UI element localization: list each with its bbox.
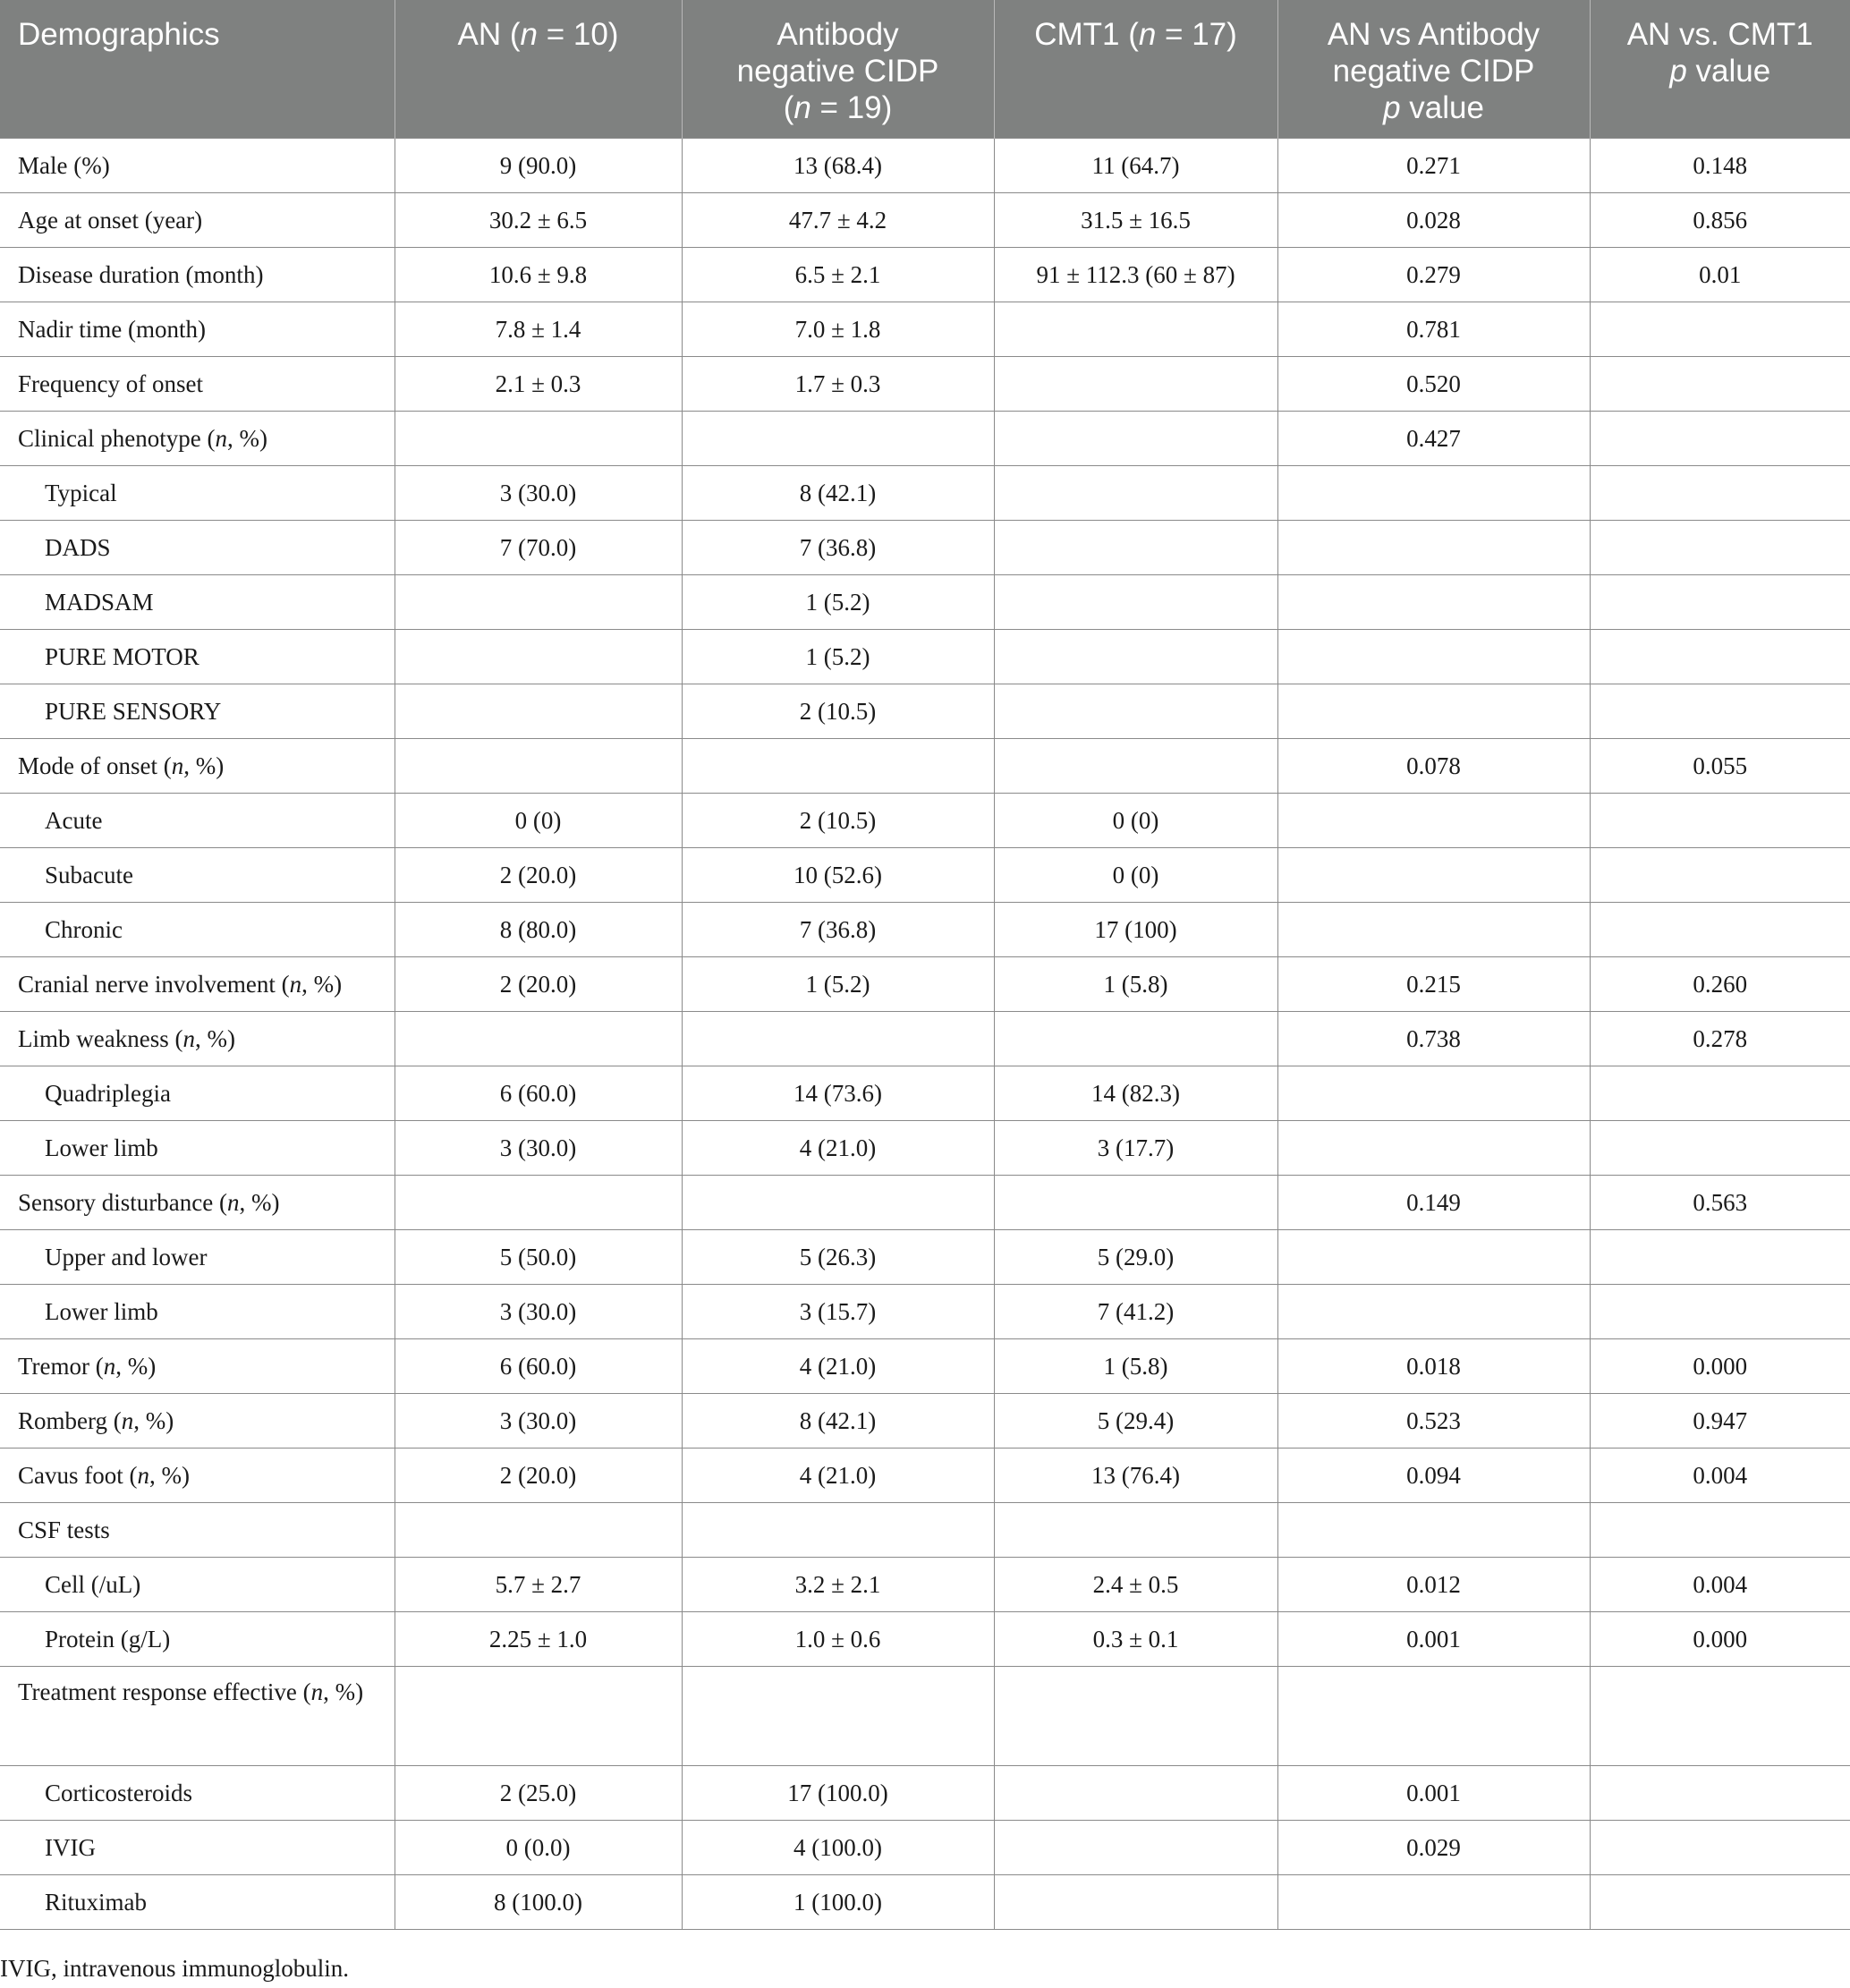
cell-cmt1: 3 (17.7) bbox=[994, 1120, 1277, 1175]
cell-p-an-vs-antibody: 0.520 bbox=[1277, 356, 1590, 411]
cell-antibody-negative-cidp: 2 (10.5) bbox=[682, 684, 994, 738]
cell-an bbox=[395, 1666, 682, 1765]
header-an: AN (n = 10) bbox=[395, 0, 682, 138]
table-row bbox=[0, 1765, 1850, 1820]
row-label: Sensory disturbance (n, %) bbox=[0, 1175, 395, 1229]
cell-p-an-vs-antibody: 0.028 bbox=[1277, 192, 1590, 247]
cell-cmt1: 0.3 ± 0.1 bbox=[994, 1611, 1277, 1666]
cell-p-an-vs-cmt1: 0.055 bbox=[1590, 738, 1850, 793]
cell-an bbox=[395, 629, 682, 684]
cell-cmt1: 5 (29.4) bbox=[994, 1393, 1277, 1448]
table-row bbox=[0, 1502, 1850, 1557]
header-antibody-negative-cidp: Antibody negative CIDP (n = 19) bbox=[682, 0, 994, 138]
row-label: Clinical phenotype (n, %) bbox=[0, 411, 395, 465]
row-label: Upper and lower bbox=[0, 1229, 395, 1284]
cell-cmt1: 14 (82.3) bbox=[994, 1066, 1277, 1120]
cell-cmt1 bbox=[994, 684, 1277, 738]
table-row bbox=[0, 684, 1850, 738]
cell-an: 5.7 ± 2.7 bbox=[395, 1557, 682, 1611]
table-row bbox=[0, 1120, 1850, 1175]
cell-antibody-negative-cidp: 1 (5.2) bbox=[682, 629, 994, 684]
cell-cmt1 bbox=[994, 356, 1277, 411]
cell-an bbox=[395, 684, 682, 738]
cell-cmt1: 1 (5.8) bbox=[994, 1338, 1277, 1393]
row-label: DADS bbox=[0, 520, 395, 574]
cell-p-an-vs-cmt1 bbox=[1590, 356, 1850, 411]
cell-p-an-vs-cmt1 bbox=[1590, 1502, 1850, 1557]
cell-p-an-vs-cmt1 bbox=[1590, 1120, 1850, 1175]
cell-cmt1 bbox=[994, 1502, 1277, 1557]
cell-an: 0 (0.0) bbox=[395, 1820, 682, 1874]
table-body bbox=[0, 138, 1850, 1929]
cell-antibody-negative-cidp bbox=[682, 411, 994, 465]
table-row bbox=[0, 1175, 1850, 1229]
table-row bbox=[0, 1338, 1850, 1393]
cell-an: 3 (30.0) bbox=[395, 1284, 682, 1338]
cell-cmt1 bbox=[994, 738, 1277, 793]
row-label: Rituximab bbox=[0, 1874, 395, 1929]
cell-p-an-vs-antibody bbox=[1277, 574, 1590, 629]
cell-an: 10.6 ± 9.8 bbox=[395, 247, 682, 302]
header-p-an-vs-antibody: AN vs Antibody negative CIDP p value bbox=[1277, 0, 1590, 138]
cell-antibody-negative-cidp: 8 (42.1) bbox=[682, 465, 994, 520]
table-row bbox=[0, 356, 1850, 411]
row-label: PURE SENSORY bbox=[0, 684, 395, 738]
cell-antibody-negative-cidp: 7 (36.8) bbox=[682, 902, 994, 956]
cell-an bbox=[395, 411, 682, 465]
cell-an: 2.1 ± 0.3 bbox=[395, 356, 682, 411]
cell-p-an-vs-cmt1 bbox=[1590, 793, 1850, 847]
row-label: Cranial nerve involvement (n, %) bbox=[0, 956, 395, 1011]
cell-p-an-vs-antibody bbox=[1277, 465, 1590, 520]
cell-p-an-vs-antibody bbox=[1277, 793, 1590, 847]
cell-p-an-vs-antibody: 0.215 bbox=[1277, 956, 1590, 1011]
row-label: MADSAM bbox=[0, 574, 395, 629]
row-label: CSF tests bbox=[0, 1502, 395, 1557]
cell-cmt1 bbox=[994, 302, 1277, 356]
cell-an: 6 (60.0) bbox=[395, 1338, 682, 1393]
cell-p-an-vs-cmt1 bbox=[1590, 302, 1850, 356]
row-label: Nadir time (month) bbox=[0, 302, 395, 356]
table-row bbox=[0, 793, 1850, 847]
cell-p-an-vs-antibody: 0.149 bbox=[1277, 1175, 1590, 1229]
cell-p-an-vs-cmt1 bbox=[1590, 1765, 1850, 1820]
cell-p-an-vs-cmt1: 0.856 bbox=[1590, 192, 1850, 247]
row-label: Disease duration (month) bbox=[0, 247, 395, 302]
cell-p-an-vs-antibody bbox=[1277, 1284, 1590, 1338]
cell-p-an-vs-cmt1 bbox=[1590, 1874, 1850, 1929]
cell-antibody-negative-cidp: 14 (73.6) bbox=[682, 1066, 994, 1120]
table-row bbox=[0, 247, 1850, 302]
cell-p-an-vs-cmt1 bbox=[1590, 411, 1850, 465]
cell-antibody-negative-cidp: 3 (15.7) bbox=[682, 1284, 994, 1338]
cell-p-an-vs-antibody: 0.029 bbox=[1277, 1820, 1590, 1874]
cell-an: 2 (20.0) bbox=[395, 847, 682, 902]
row-label: Lower limb bbox=[0, 1120, 395, 1175]
row-label: Chronic bbox=[0, 902, 395, 956]
table-row bbox=[0, 629, 1850, 684]
cell-antibody-negative-cidp: 4 (21.0) bbox=[682, 1448, 994, 1502]
table-row bbox=[0, 1874, 1850, 1929]
cell-antibody-negative-cidp bbox=[682, 1175, 994, 1229]
table-row bbox=[0, 902, 1850, 956]
cell-p-an-vs-cmt1: 0.004 bbox=[1590, 1557, 1850, 1611]
cell-p-an-vs-antibody: 0.012 bbox=[1277, 1557, 1590, 1611]
cell-antibody-negative-cidp: 1 (5.2) bbox=[682, 956, 994, 1011]
table-row bbox=[0, 1066, 1850, 1120]
cell-antibody-negative-cidp: 1.7 ± 0.3 bbox=[682, 356, 994, 411]
cell-antibody-negative-cidp: 1 (100.0) bbox=[682, 1874, 994, 1929]
cell-p-an-vs-cmt1: 0.278 bbox=[1590, 1011, 1850, 1066]
cell-an bbox=[395, 1011, 682, 1066]
cell-cmt1 bbox=[994, 465, 1277, 520]
table-row bbox=[0, 1820, 1850, 1874]
cell-cmt1 bbox=[994, 629, 1277, 684]
cell-cmt1: 91 ± 112.3 (60 ± 87) bbox=[994, 247, 1277, 302]
row-label: Frequency of onset bbox=[0, 356, 395, 411]
cell-an: 8 (100.0) bbox=[395, 1874, 682, 1929]
cell-cmt1: 0 (0) bbox=[994, 847, 1277, 902]
table-row bbox=[0, 1393, 1850, 1448]
cell-p-an-vs-cmt1: 0.947 bbox=[1590, 1393, 1850, 1448]
header-row bbox=[0, 0, 1850, 138]
cell-antibody-negative-cidp: 4 (21.0) bbox=[682, 1338, 994, 1393]
cell-p-an-vs-cmt1 bbox=[1590, 1666, 1850, 1765]
row-label: Treatment response effective (n, %) bbox=[0, 1666, 395, 1765]
cell-cmt1 bbox=[994, 1175, 1277, 1229]
table-row bbox=[0, 738, 1850, 793]
cell-p-an-vs-antibody: 0.738 bbox=[1277, 1011, 1590, 1066]
cell-an: 0 (0) bbox=[395, 793, 682, 847]
cell-cmt1: 0 (0) bbox=[994, 793, 1277, 847]
cell-p-an-vs-antibody: 0.523 bbox=[1277, 1393, 1590, 1448]
cell-an bbox=[395, 574, 682, 629]
cell-p-an-vs-antibody: 0.094 bbox=[1277, 1448, 1590, 1502]
row-label: Romberg (n, %) bbox=[0, 1393, 395, 1448]
cell-cmt1 bbox=[994, 1874, 1277, 1929]
cell-antibody-negative-cidp: 6.5 ± 2.1 bbox=[682, 247, 994, 302]
row-label: Acute bbox=[0, 793, 395, 847]
cell-p-an-vs-cmt1 bbox=[1590, 1229, 1850, 1284]
cell-cmt1 bbox=[994, 1765, 1277, 1820]
row-label: Lower limb bbox=[0, 1284, 395, 1338]
row-label: IVIG bbox=[0, 1820, 395, 1874]
cell-p-an-vs-antibody bbox=[1277, 684, 1590, 738]
cell-cmt1 bbox=[994, 1820, 1277, 1874]
row-label: Age at onset (year) bbox=[0, 192, 395, 247]
cell-an: 3 (30.0) bbox=[395, 465, 682, 520]
cell-antibody-negative-cidp: 4 (100.0) bbox=[682, 1820, 994, 1874]
header-p-an-vs-cmt1: AN vs. CMT1 p value bbox=[1590, 0, 1850, 138]
cell-an bbox=[395, 1502, 682, 1557]
cell-antibody-negative-cidp: 13 (68.4) bbox=[682, 138, 994, 192]
cell-cmt1: 2.4 ± 0.5 bbox=[994, 1557, 1277, 1611]
cell-p-an-vs-antibody: 0.018 bbox=[1277, 1338, 1590, 1393]
cell-cmt1 bbox=[994, 1011, 1277, 1066]
table-row bbox=[0, 1611, 1850, 1666]
table-row bbox=[0, 1448, 1850, 1502]
table-row bbox=[0, 1284, 1850, 1338]
table-row bbox=[0, 1229, 1850, 1284]
cell-p-an-vs-antibody bbox=[1277, 1666, 1590, 1765]
row-label: Corticosteroids bbox=[0, 1765, 395, 1820]
cell-p-an-vs-cmt1 bbox=[1590, 1284, 1850, 1338]
cell-cmt1: 1 (5.8) bbox=[994, 956, 1277, 1011]
cell-cmt1 bbox=[994, 1666, 1277, 1765]
table-row bbox=[0, 411, 1850, 465]
header-demographics: Demographics bbox=[0, 0, 395, 138]
cell-antibody-negative-cidp: 10 (52.6) bbox=[682, 847, 994, 902]
row-label: Protein (g/L) bbox=[0, 1611, 395, 1666]
cell-p-an-vs-antibody: 0.781 bbox=[1277, 302, 1590, 356]
cell-p-an-vs-antibody: 0.427 bbox=[1277, 411, 1590, 465]
cell-antibody-negative-cidp bbox=[682, 1011, 994, 1066]
cell-antibody-negative-cidp: 7.0 ± 1.8 bbox=[682, 302, 994, 356]
cell-p-an-vs-antibody bbox=[1277, 520, 1590, 574]
table-row bbox=[0, 847, 1850, 902]
row-label: Mode of onset (n, %) bbox=[0, 738, 395, 793]
row-label: Cell (/uL) bbox=[0, 1557, 395, 1611]
cell-antibody-negative-cidp: 4 (21.0) bbox=[682, 1120, 994, 1175]
cell-an: 7 (70.0) bbox=[395, 520, 682, 574]
cell-antibody-negative-cidp: 5 (26.3) bbox=[682, 1229, 994, 1284]
cell-p-an-vs-cmt1 bbox=[1590, 684, 1850, 738]
cell-p-an-vs-cmt1: 0.000 bbox=[1590, 1611, 1850, 1666]
cell-p-an-vs-antibody: 0.271 bbox=[1277, 138, 1590, 192]
table-footnote: IVIG, intravenous immunoglobulin. bbox=[0, 1955, 349, 1982]
cell-p-an-vs-cmt1: 0.260 bbox=[1590, 956, 1850, 1011]
table-row bbox=[0, 1557, 1850, 1611]
cell-p-an-vs-cmt1: 0.000 bbox=[1590, 1338, 1850, 1393]
cell-an bbox=[395, 738, 682, 793]
row-label: Cavus foot (n, %) bbox=[0, 1448, 395, 1502]
cell-an: 2 (20.0) bbox=[395, 1448, 682, 1502]
cell-p-an-vs-cmt1 bbox=[1590, 902, 1850, 956]
cell-antibody-negative-cidp: 17 (100.0) bbox=[682, 1765, 994, 1820]
cell-p-an-vs-cmt1 bbox=[1590, 574, 1850, 629]
table-row bbox=[0, 192, 1850, 247]
cell-p-an-vs-antibody bbox=[1277, 1229, 1590, 1284]
cell-antibody-negative-cidp: 3.2 ± 2.1 bbox=[682, 1557, 994, 1611]
cell-p-an-vs-cmt1: 0.004 bbox=[1590, 1448, 1850, 1502]
cell-an: 2 (20.0) bbox=[395, 956, 682, 1011]
cell-cmt1: 17 (100) bbox=[994, 902, 1277, 956]
table-row bbox=[0, 520, 1850, 574]
cell-p-an-vs-cmt1 bbox=[1590, 847, 1850, 902]
cell-p-an-vs-antibody bbox=[1277, 629, 1590, 684]
cell-p-an-vs-antibody bbox=[1277, 1120, 1590, 1175]
row-label: Quadriplegia bbox=[0, 1066, 395, 1120]
cell-an: 6 (60.0) bbox=[395, 1066, 682, 1120]
cell-antibody-negative-cidp bbox=[682, 738, 994, 793]
table-row bbox=[0, 302, 1850, 356]
cell-cmt1: 31.5 ± 16.5 bbox=[994, 192, 1277, 247]
cell-cmt1: 11 (64.7) bbox=[994, 138, 1277, 192]
cell-an: 8 (80.0) bbox=[395, 902, 682, 956]
cell-p-an-vs-cmt1 bbox=[1590, 1066, 1850, 1120]
cell-antibody-negative-cidp bbox=[682, 1666, 994, 1765]
cell-p-an-vs-antibody: 0.001 bbox=[1277, 1765, 1590, 1820]
table-header bbox=[0, 0, 1850, 138]
cell-p-an-vs-antibody bbox=[1277, 847, 1590, 902]
cell-antibody-negative-cidp: 47.7 ± 4.2 bbox=[682, 192, 994, 247]
cell-cmt1: 7 (41.2) bbox=[994, 1284, 1277, 1338]
cell-an: 2 (25.0) bbox=[395, 1765, 682, 1820]
cell-p-an-vs-antibody bbox=[1277, 902, 1590, 956]
cell-p-an-vs-cmt1 bbox=[1590, 1820, 1850, 1874]
row-label: Limb weakness (n, %) bbox=[0, 1011, 395, 1066]
cell-p-an-vs-antibody: 0.001 bbox=[1277, 1611, 1590, 1666]
cell-cmt1: 13 (76.4) bbox=[994, 1448, 1277, 1502]
cell-cmt1 bbox=[994, 520, 1277, 574]
cell-p-an-vs-cmt1: 0.148 bbox=[1590, 138, 1850, 192]
cell-p-an-vs-antibody: 0.078 bbox=[1277, 738, 1590, 793]
cell-an: 9 (90.0) bbox=[395, 138, 682, 192]
cell-an: 3 (30.0) bbox=[395, 1120, 682, 1175]
table-row bbox=[0, 956, 1850, 1011]
cell-antibody-negative-cidp: 7 (36.8) bbox=[682, 520, 994, 574]
cell-an: 5 (50.0) bbox=[395, 1229, 682, 1284]
row-label: PURE MOTOR bbox=[0, 629, 395, 684]
cell-antibody-negative-cidp: 2 (10.5) bbox=[682, 793, 994, 847]
cell-p-an-vs-cmt1 bbox=[1590, 465, 1850, 520]
cell-antibody-negative-cidp bbox=[682, 1502, 994, 1557]
cell-cmt1: 5 (29.0) bbox=[994, 1229, 1277, 1284]
cell-p-an-vs-cmt1 bbox=[1590, 520, 1850, 574]
cell-an bbox=[395, 1175, 682, 1229]
cell-antibody-negative-cidp: 1.0 ± 0.6 bbox=[682, 1611, 994, 1666]
cell-antibody-negative-cidp: 1 (5.2) bbox=[682, 574, 994, 629]
row-label: Typical bbox=[0, 465, 395, 520]
row-label: Subacute bbox=[0, 847, 395, 902]
row-label: Tremor (n, %) bbox=[0, 1338, 395, 1393]
row-label: Male (%) bbox=[0, 138, 395, 192]
table-row bbox=[0, 1011, 1850, 1066]
cell-p-an-vs-antibody bbox=[1277, 1874, 1590, 1929]
table-row bbox=[0, 465, 1850, 520]
cell-p-an-vs-cmt1 bbox=[1590, 629, 1850, 684]
cell-an: 30.2 ± 6.5 bbox=[395, 192, 682, 247]
cell-p-an-vs-antibody bbox=[1277, 1066, 1590, 1120]
header-cmt1: CMT1 (n = 17) bbox=[994, 0, 1277, 138]
cell-p-an-vs-antibody: 0.279 bbox=[1277, 247, 1590, 302]
cell-p-an-vs-antibody bbox=[1277, 1502, 1590, 1557]
cell-p-an-vs-cmt1: 0.01 bbox=[1590, 247, 1850, 302]
cell-cmt1 bbox=[994, 411, 1277, 465]
cell-an: 2.25 ± 1.0 bbox=[395, 1611, 682, 1666]
cell-cmt1 bbox=[994, 574, 1277, 629]
cell-antibody-negative-cidp: 8 (42.1) bbox=[682, 1393, 994, 1448]
table-row bbox=[0, 138, 1850, 192]
cell-p-an-vs-cmt1: 0.563 bbox=[1590, 1175, 1850, 1229]
cell-an: 7.8 ± 1.4 bbox=[395, 302, 682, 356]
cell-an: 3 (30.0) bbox=[395, 1393, 682, 1448]
table-row bbox=[0, 1666, 1850, 1765]
table-row bbox=[0, 574, 1850, 629]
